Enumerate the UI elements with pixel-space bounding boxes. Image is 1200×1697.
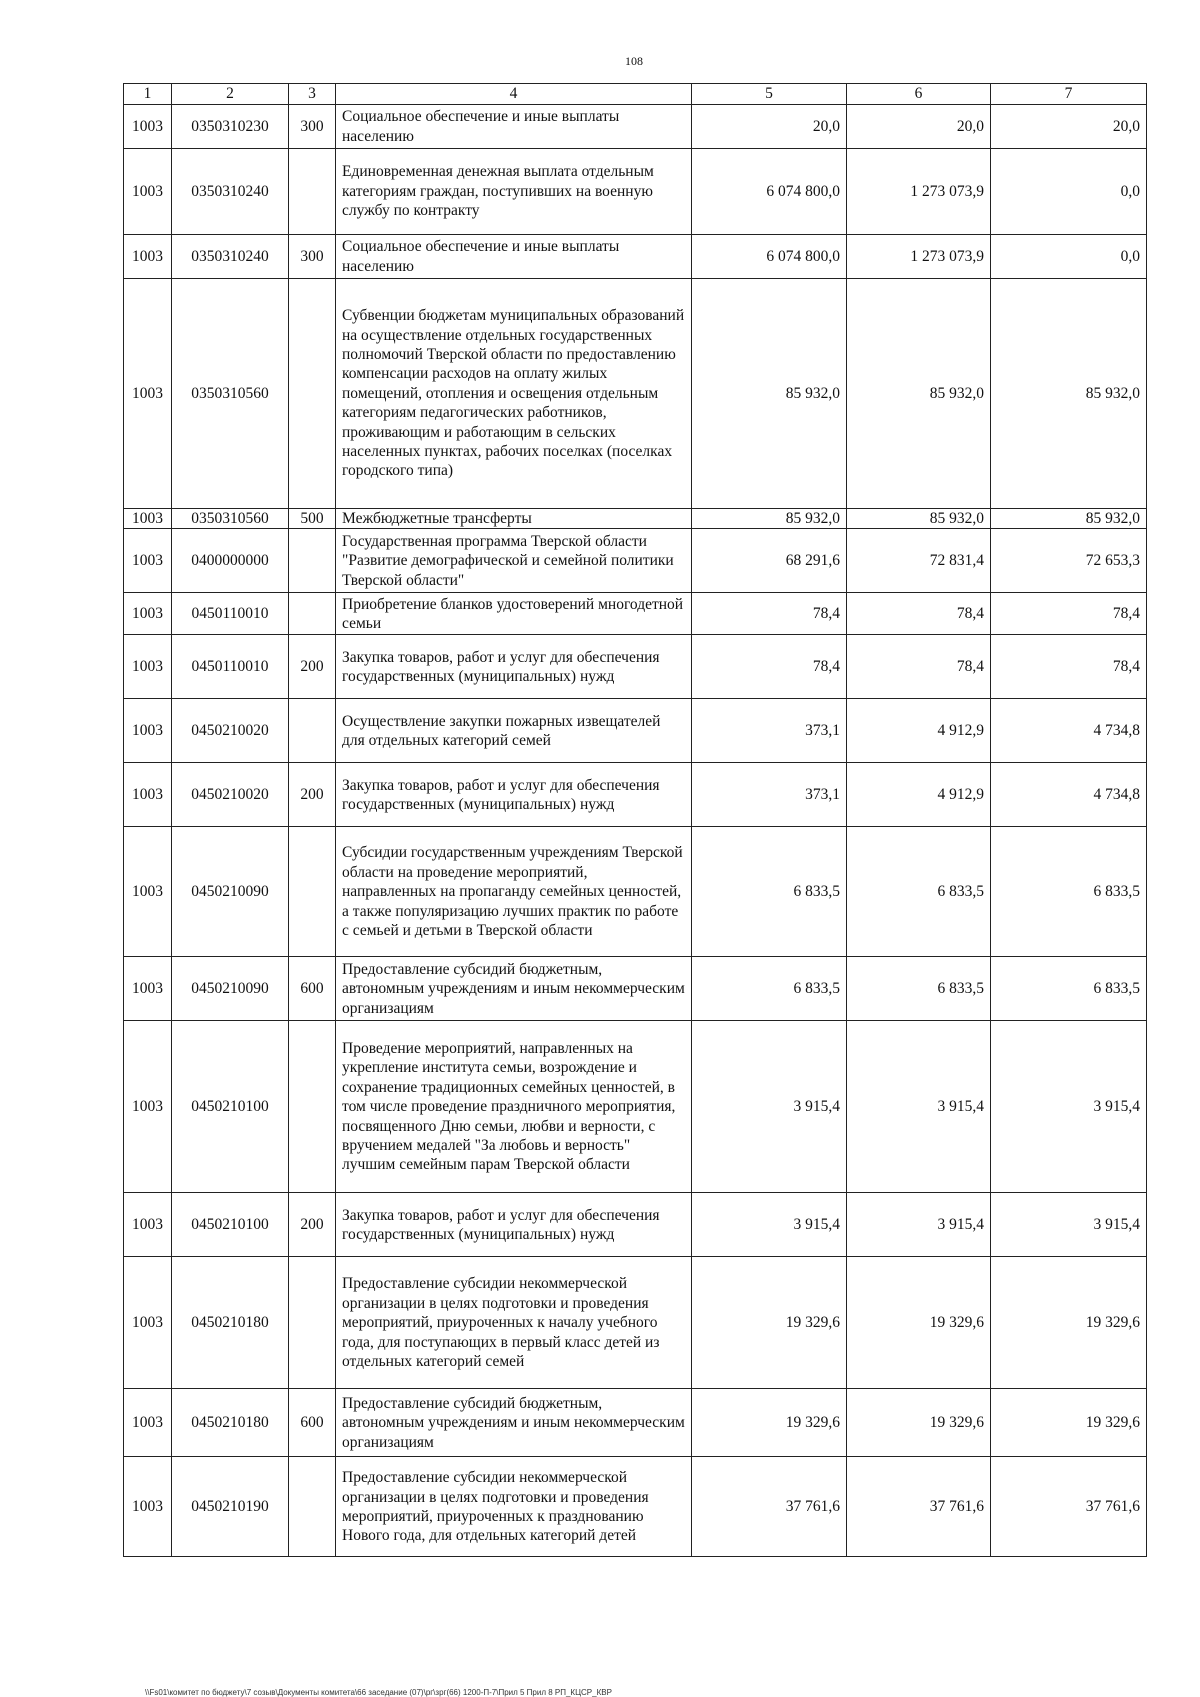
table-row <box>124 699 1147 763</box>
table-row <box>124 279 1147 509</box>
amount-col7-cell: 19 329,6 <box>991 1389 1147 1457</box>
expense-type-cell: 200 <box>289 1193 336 1257</box>
amount-col6-cell: 4 912,9 <box>847 763 991 827</box>
section-code-cell: 1003 <box>124 827 172 957</box>
amount-col6-cell: 1 273 073,9 <box>847 149 991 235</box>
amount-col7-cell: 37 761,6 <box>991 1457 1147 1557</box>
description-cell: Субсидии государственным учреждениям Тверской области на проведение мероприятий, направленных на пропаганду семейных ценностей, а также популяризацию лучших практик по работе с семьей и детьми в Тверской области <box>336 827 692 957</box>
header-cell: 2 <box>172 84 289 105</box>
expense-type-cell: 300 <box>289 235 336 279</box>
amount-col6-cell: 6 833,5 <box>847 827 991 957</box>
amount-col5-cell: 37 761,6 <box>692 1457 847 1557</box>
expense-type-cell: 300 <box>289 105 336 149</box>
amount-col5-cell: 85 932,0 <box>692 279 847 509</box>
target-article-cell: 0350310230 <box>172 105 289 149</box>
header-cell: 4 <box>336 84 692 105</box>
target-article-cell: 0350310240 <box>172 235 289 279</box>
section-code-cell: 1003 <box>124 1193 172 1257</box>
amount-col7-cell: 0,0 <box>991 149 1147 235</box>
amount-col5-cell: 20,0 <box>692 105 847 149</box>
description-cell: Социальное обеспечение и иные выплаты населению <box>336 105 692 149</box>
amount-col6-cell: 78,4 <box>847 593 991 635</box>
amount-col5-cell: 6 074 800,0 <box>692 235 847 279</box>
amount-col5-cell: 6 833,5 <box>692 827 847 957</box>
table-row <box>124 957 1147 1021</box>
table-row <box>124 149 1147 235</box>
section-code-cell: 1003 <box>124 509 172 529</box>
amount-col7-cell: 4 734,8 <box>991 763 1147 827</box>
table-row <box>124 105 1147 149</box>
section-code-cell: 1003 <box>124 1457 172 1557</box>
expense-type-cell <box>289 149 336 235</box>
section-code-cell: 1003 <box>124 957 172 1021</box>
expense-type-cell: 200 <box>289 635 336 699</box>
section-code-cell: 1003 <box>124 1257 172 1389</box>
table-row <box>124 635 1147 699</box>
amount-col6-cell: 6 833,5 <box>847 957 991 1021</box>
description-cell: Проведение мероприятий, направленных на укрепление института семьи, возрождение и сохранение традиционных семейных ценностей, в том числе проведение праздничного мероприятия, посвященного Дню семьи, любви и верности, с вручением медалей "За любовь и верность" лучшим семейным парам Тверской области <box>336 1021 692 1193</box>
table-row <box>124 1021 1147 1193</box>
description-cell: Предоставление субсидий бюджетным, автономным учреждениям и иным некоммерческим организациям <box>336 1389 692 1457</box>
table-row <box>124 1457 1147 1557</box>
target-article-cell: 0400000000 <box>172 529 289 593</box>
amount-col7-cell: 85 932,0 <box>991 279 1147 509</box>
header-cell: 6 <box>847 84 991 105</box>
amount-col5-cell: 85 932,0 <box>692 509 847 529</box>
expense-type-cell <box>289 699 336 763</box>
amount-col7-cell: 72 653,3 <box>991 529 1147 593</box>
target-article-cell: 0450210090 <box>172 827 289 957</box>
header-row <box>124 84 1147 105</box>
amount-col6-cell: 85 932,0 <box>847 509 991 529</box>
description-cell: Закупка товаров, работ и услуг для обеспечения государственных (муниципальных) нужд <box>336 1193 692 1257</box>
section-code-cell: 1003 <box>124 635 172 699</box>
expense-type-cell <box>289 1021 336 1193</box>
section-code-cell: 1003 <box>124 699 172 763</box>
amount-col7-cell: 19 329,6 <box>991 1257 1147 1389</box>
amount-col6-cell: 1 273 073,9 <box>847 235 991 279</box>
description-cell: Социальное обеспечение и иные выплаты населению <box>336 235 692 279</box>
section-code-cell: 1003 <box>124 149 172 235</box>
amount-col5-cell: 3 915,4 <box>692 1021 847 1193</box>
amount-col6-cell: 72 831,4 <box>847 529 991 593</box>
amount-col7-cell: 3 915,4 <box>991 1021 1147 1193</box>
expense-type-cell <box>289 593 336 635</box>
amount-col7-cell: 3 915,4 <box>991 1193 1147 1257</box>
amount-col6-cell: 19 329,6 <box>847 1389 991 1457</box>
expense-type-cell <box>289 827 336 957</box>
description-cell: Предоставление субсидии некоммерческой организации в целях подготовки и проведения мероприятий, приуроченных к празднованию Нового года, для отдельных категорий детей <box>336 1457 692 1557</box>
target-article-cell: 0350310560 <box>172 509 289 529</box>
table-row <box>124 509 1147 529</box>
amount-col7-cell: 0,0 <box>991 235 1147 279</box>
table-row <box>124 1193 1147 1257</box>
header-cell: 1 <box>124 84 172 105</box>
amount-col7-cell: 78,4 <box>991 593 1147 635</box>
table-row <box>124 763 1147 827</box>
amount-col5-cell: 78,4 <box>692 635 847 699</box>
description-cell: Межбюджетные трансферты <box>336 509 692 529</box>
amount-col6-cell: 85 932,0 <box>847 279 991 509</box>
amount-col6-cell: 19 329,6 <box>847 1257 991 1389</box>
target-article-cell: 0450110010 <box>172 593 289 635</box>
target-article-cell: 0350310560 <box>172 279 289 509</box>
section-code-cell: 1003 <box>124 593 172 635</box>
table-row <box>124 1389 1147 1457</box>
target-article-cell: 0450210180 <box>172 1389 289 1457</box>
amount-col6-cell: 37 761,6 <box>847 1457 991 1557</box>
expense-type-cell <box>289 1257 336 1389</box>
table-row <box>124 529 1147 593</box>
amount-col7-cell: 4 734,8 <box>991 699 1147 763</box>
section-code-cell: 1003 <box>124 235 172 279</box>
target-article-cell: 0450210020 <box>172 763 289 827</box>
amount-col5-cell: 6 833,5 <box>692 957 847 1021</box>
description-cell: Приобретение бланков удостоверений многодетной семьи <box>336 593 692 635</box>
target-article-cell: 0450210020 <box>172 699 289 763</box>
description-cell: Единовременная денежная выплата отдельным категориям граждан, поступивших на военную службу по контракту <box>336 149 692 235</box>
section-code-cell: 1003 <box>124 105 172 149</box>
amount-col5-cell: 68 291,6 <box>692 529 847 593</box>
expense-type-cell <box>289 529 336 593</box>
description-cell: Закупка товаров, работ и услуг для обеспечения государственных (муниципальных) нужд <box>336 763 692 827</box>
description-cell: Закупка товаров, работ и услуг для обеспечения государственных (муниципальных) нужд <box>336 635 692 699</box>
section-code-cell: 1003 <box>124 763 172 827</box>
target-article-cell: 0450210100 <box>172 1193 289 1257</box>
expense-type-cell: 500 <box>289 509 336 529</box>
amount-col7-cell: 6 833,5 <box>991 827 1147 957</box>
header-cell: 7 <box>991 84 1147 105</box>
amount-col6-cell: 3 915,4 <box>847 1021 991 1193</box>
amount-col6-cell: 20,0 <box>847 105 991 149</box>
section-code-cell: 1003 <box>124 1021 172 1193</box>
section-code-cell: 1003 <box>124 1389 172 1457</box>
table-row <box>124 593 1147 635</box>
expense-type-cell: 600 <box>289 1389 336 1457</box>
amount-col5-cell: 19 329,6 <box>692 1257 847 1389</box>
table-row <box>124 827 1147 957</box>
target-article-cell: 0450110010 <box>172 635 289 699</box>
amount-col5-cell: 3 915,4 <box>692 1193 847 1257</box>
amount-col6-cell: 4 912,9 <box>847 699 991 763</box>
header-cell: 5 <box>692 84 847 105</box>
expense-type-cell: 200 <box>289 763 336 827</box>
amount-col5-cell: 78,4 <box>692 593 847 635</box>
amount-col7-cell: 85 932,0 <box>991 509 1147 529</box>
footer-file-path: \\Fs01\комитет по бюджету\7 созыв\Документы комитета\66 заседание (07)\рг\зрг(66) 1200-П-7\Прил 5 Прил 8 РП_КЦСР_КВР <box>145 1688 612 1697</box>
target-article-cell: 0450210090 <box>172 957 289 1021</box>
page-number: 108 <box>625 54 643 68</box>
amount-col5-cell: 6 074 800,0 <box>692 149 847 235</box>
section-code-cell: 1003 <box>124 279 172 509</box>
budget-table <box>123 83 1147 1557</box>
description-cell: Государственная программа Тверской области "Развитие демографической и семейной политики Тверской области" <box>336 529 692 593</box>
target-article-cell: 0450210190 <box>172 1457 289 1557</box>
description-cell: Предоставление субсидий бюджетным, автономным учреждениям и иным некоммерческим организациям <box>336 957 692 1021</box>
amount-col7-cell: 20,0 <box>991 105 1147 149</box>
target-article-cell: 0350310240 <box>172 149 289 235</box>
amount-col5-cell: 19 329,6 <box>692 1389 847 1457</box>
amount-col7-cell: 78,4 <box>991 635 1147 699</box>
table-row <box>124 235 1147 279</box>
section-code-cell: 1003 <box>124 529 172 593</box>
description-cell: Предоставление субсидии некоммерческой организации в целях подготовки и проведения мероприятий, приуроченных к началу учебного года, для поступающих в первый класс детей из отдельных категорий семей <box>336 1257 692 1389</box>
expense-type-cell <box>289 279 336 509</box>
amount-col5-cell: 373,1 <box>692 763 847 827</box>
amount-col5-cell: 373,1 <box>692 699 847 763</box>
table-row <box>124 1257 1147 1389</box>
description-cell: Осуществление закупки пожарных извещателей для отдельных категорий семей <box>336 699 692 763</box>
expense-type-cell <box>289 1457 336 1557</box>
header-cell: 3 <box>289 84 336 105</box>
amount-col7-cell: 6 833,5 <box>991 957 1147 1021</box>
amount-col6-cell: 78,4 <box>847 635 991 699</box>
expense-type-cell: 600 <box>289 957 336 1021</box>
target-article-cell: 0450210100 <box>172 1021 289 1193</box>
amount-col6-cell: 3 915,4 <box>847 1193 991 1257</box>
description-cell: Субвенции бюджетам муниципальных образований на осуществление отдельных государственных полномочий Тверской области по предоставлению компенсации расходов на оплату жилых помещений, отопления и освещения отдельным категориям педагогических работников, проживающим и работающим в сельских населенных пунктах, рабочих поселках (поселках городского типа) <box>336 279 692 509</box>
target-article-cell: 0450210180 <box>172 1257 289 1389</box>
